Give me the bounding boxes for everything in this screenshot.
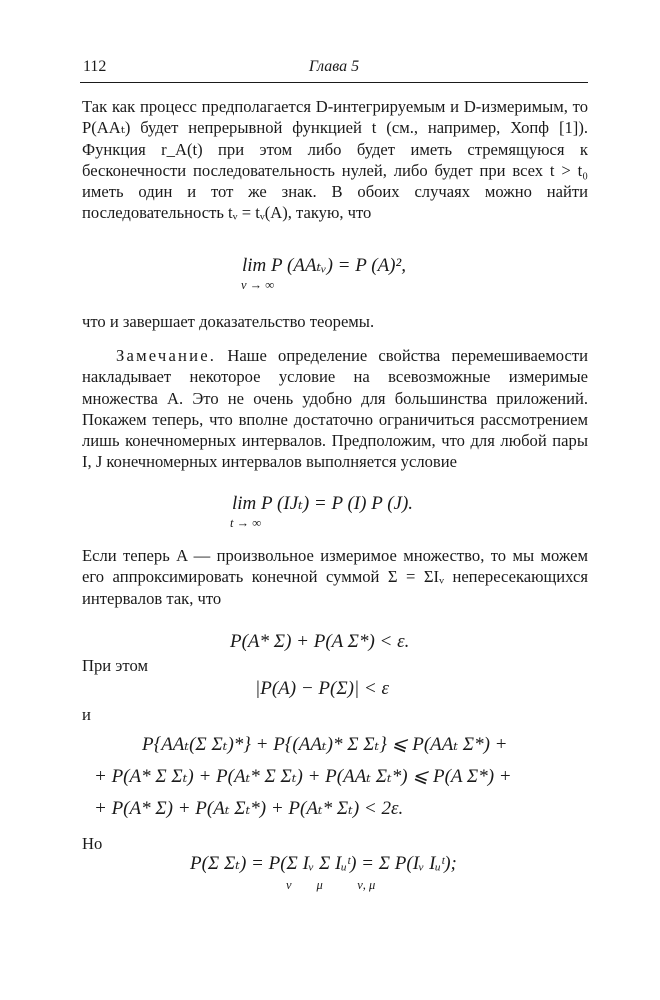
formula-limit-1-subscript: ν → ∞ [241, 278, 275, 292]
paragraph-2: что и завершает доказательство теоремы. [82, 312, 375, 331]
paragraph-1: Так как процесс предполагается D-интегрируемым и D-измеримым, то P(AAₜ) будет непрерывной функцией t (см., например, Хопф [1]). Функция r_A(t) при этом либо будет иметь стремящуюся к бесконечности последовательность нулей, либо будет при всех t > t₀ иметь один и тот же знак. В обоих случаях можно найти последовательность tᵥ = tᵥ(A), такую, что [82, 97, 588, 223]
paragraph-4: Если теперь A — произвольное измеримое множество, то мы можем его аппроксимировать конечной суммой Σ = ΣIᵥ непересекающихся интервалов так, что [82, 546, 588, 608]
formula-ineq-line-1: P{AAₜ(Σ Σₜ)*} + P{(AAₜ)* Σ Σₜ} ⩽ P(AAₜ Σ*) + [142, 734, 508, 755]
remark-label: Замечание. [116, 346, 217, 365]
label-no: Но [82, 834, 103, 853]
page-header [80, 52, 588, 83]
formula-ineq-line-2: + P(A* Σ Σₜ) + P(Aₜ* Σ Σₜ) + P(AAₜ Σₜ*) ⩽ P(A Σ*) + [94, 766, 512, 787]
label-i: и [82, 705, 91, 724]
formula-sum-subscripts: ν μ ν, μ [286, 878, 376, 892]
paragraph-remark [82, 345, 588, 473]
formula-limit-1: lim P (AAₜᵥ) = P (A)², [242, 255, 406, 276]
formula-limit-2-subscript: t → ∞ [230, 516, 262, 530]
formula-limit-2: lim P (IJₜ) = P (I) P (J). [232, 493, 414, 514]
page-number: 112 [83, 58, 107, 75]
formula-approx: P(A* Σ) + P(A Σ*) < ε. [230, 631, 410, 652]
formula-abs: |P(A) − P(Σ)| < ε [255, 678, 389, 699]
formula-sum: P(Σ Σₜ) = P(Σ Iᵥ Σ Iᵤᵗ) = Σ P(Iᵥ Iᵤᵗ); [190, 853, 457, 874]
remark-text: Наше определение свойства перемешиваемости накладывает некоторое условие на всевозможные измеримые множества A. Это не очень удобно для большинства приложений. Покажем теперь, что вполне достаточно ограничиться рассмотрением лишь конечномерных интервалов. Предположим, что для любой пары I, J конечномерных интервалов выполняется условие [82, 346, 588, 472]
running-head: Глава 5 [308, 58, 360, 75]
label-pri-etom: При этом [82, 656, 148, 675]
formula-ineq-line-3: + P(A* Σ) + P(Aₜ Σₜ*) + P(Aₜ* Σₜ) < 2ε. [94, 798, 404, 819]
